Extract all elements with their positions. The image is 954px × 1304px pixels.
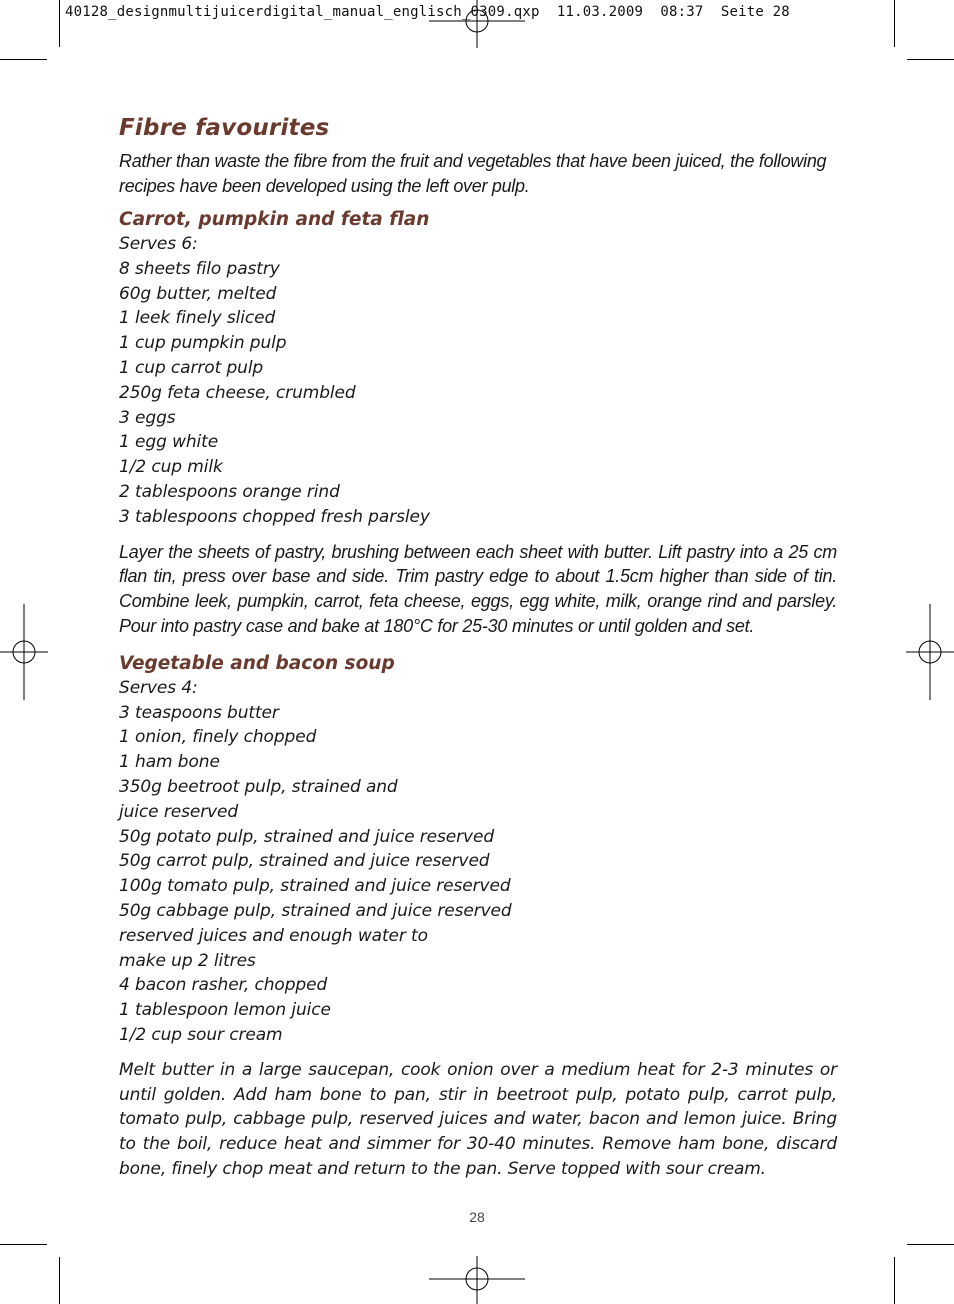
registration-mark-top-icon [429, 0, 525, 48]
ingredient-item: 50g cabbage pulp, strained and juice reserved [119, 900, 512, 921]
recipe-carrot-pumpkin-feta-flan [119, 207, 837, 639]
ingredient-item: 1/2 cup milk [119, 457, 223, 478]
ingredient-item: 1 egg white [119, 432, 219, 453]
ingredient-item: 50g potato pulp, strained and juice reserved [119, 826, 495, 847]
ingredient-item: reserved juices and enough water to [119, 925, 428, 946]
section-intro: Rather than waste the fibre from the fruit and vegetables that have been juiced, the following recipes have been developed using the left over pulp. [119, 151, 827, 196]
ingredient-item: make up 2 litres [119, 950, 256, 971]
ingredient-item: 1 onion, finely chopped [119, 727, 317, 748]
ingredient-item: 60g butter, melted [119, 283, 277, 304]
ingredient-item: 1 ham bone [119, 752, 220, 773]
ingredient-item: 8 sheets filo pastry [119, 258, 280, 279]
ingredient-item: 1 leek finely sliced [119, 308, 276, 329]
ingredient-item: 1 tablespoon lemon juice [119, 1000, 331, 1021]
ingredient-item: 1 cup carrot pulp [119, 357, 264, 378]
ingredient-item: 1/2 cup sour cream [119, 1024, 283, 1045]
page-content [119, 111, 837, 1194]
crop-mark-top-left-vertical [59, 0, 60, 47]
recipe-title: Vegetable and bacon soup [119, 652, 395, 674]
crop-mark-bottom-right-horizontal [907, 1244, 954, 1245]
crop-mark-top-left-horizontal [0, 59, 47, 60]
recipe-title: Carrot, pumpkin and feta flan [119, 209, 430, 230]
recipe-vegetable-bacon-soup [119, 651, 837, 1182]
crop-mark-bottom-left-horizontal [0, 1244, 47, 1245]
ingredient-item: juice reserved [119, 801, 239, 822]
ingredient-item: 250g feta cheese, crumbled [119, 382, 356, 403]
ingredient-item: 2 tablespoons orange rind [119, 481, 340, 502]
slug-filename: 40128_designmultijuicerdigital_manual_englisch_0309.qxp [65, 4, 540, 20]
slug-page-label: Seite 28 [720, 4, 790, 20]
ingredient-item: 1 cup pumpkin pulp [119, 333, 287, 354]
recipe-serves: Serves 6: [119, 234, 198, 254]
printer-slug [65, 4, 790, 20]
ingredient-item: 3 teaspoons butter [119, 702, 279, 723]
crop-mark-top-right-vertical [894, 0, 895, 47]
registration-mark-left-icon [0, 604, 48, 700]
crop-mark-top-right-horizontal [907, 59, 954, 60]
recipe-method: Layer the sheets of pastry, brushing between each sheet with butter. Lift pastry into a 25 cm flan tin, press over base and side. Trim pastry edge to about 1.5cm higher than side of tin. Combine leek, pumpkin, carrot, feta cheese, eggs, egg white, milk, orange rind and parsley. Pour into pastry case and bake at 180°C for 25-30 minutes or until golden and set. [119, 541, 837, 636]
slug-date: 11.03.2009 [556, 4, 644, 20]
ingredient-item: 50g carrot pulp, strained and juice reserved [119, 851, 490, 872]
ingredient-list [119, 257, 837, 530]
section-title: Fibre favourites [119, 115, 330, 141]
slug-time: 08:37 [660, 4, 704, 20]
registration-mark-bottom-icon [429, 1256, 525, 1304]
ingredient-item: 3 tablespoons chopped fresh parsley [119, 506, 430, 527]
ingredient-item: 100g tomato pulp, strained and juice reserved [119, 876, 511, 897]
ingredient-item: 4 bacon rasher, chopped [119, 975, 328, 996]
crop-mark-bottom-left-vertical [59, 1257, 60, 1304]
crop-mark-bottom-right-vertical [894, 1257, 895, 1304]
recipe-method: Melt butter in a large saucepan, cook onion over a medium heat for 2-3 minutes or until golden. Add ham bone to pan, stir in beetroot pulp, potato pulp, carrot pulp, tomato pulp, cabbage pulp, reserved juices and water, bacon and lemon juice. Bring to the boil, reduce heat and simmer for 30-40 minutes. Remove ham bone, discard bone, finely chop meat and return to the pan. Serve topped with sour cream. [119, 1059, 837, 1179]
page-number: 28 [469, 1209, 485, 1225]
ingredient-item: 3 eggs [119, 407, 176, 428]
ingredient-list [119, 701, 837, 1048]
recipe-serves: Serves 4: [119, 677, 198, 698]
registration-mark-right-icon [906, 604, 954, 700]
ingredient-item: 350g beetroot pulp, strained and [119, 776, 398, 797]
